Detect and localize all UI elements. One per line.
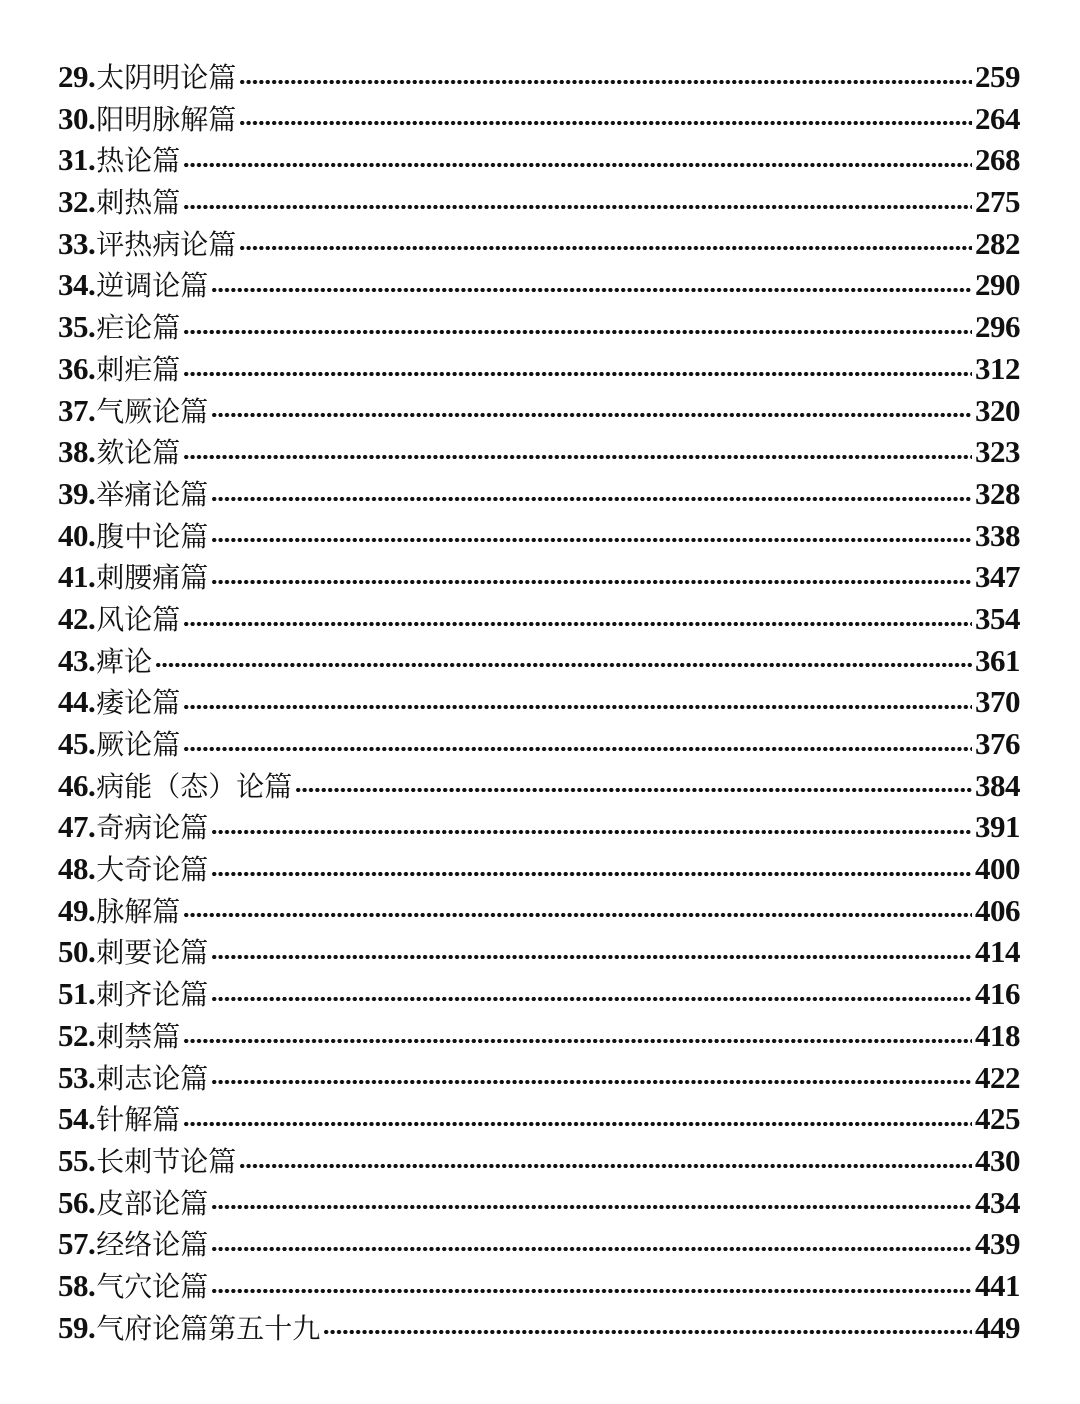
dot-leader <box>239 243 972 253</box>
toc-entry[interactable] <box>58 264 1020 306</box>
entry-title: 病能（态）论篇 <box>96 769 293 803</box>
table-of-contents <box>58 56 1020 1348</box>
toc-entry[interactable] <box>58 1015 1020 1057</box>
entry-title: 针解篇 <box>96 1103 181 1137</box>
dot-leader <box>239 1161 972 1171</box>
toc-entry[interactable] <box>58 348 1020 390</box>
entry-number: 40. <box>58 517 96 553</box>
dot-leader <box>183 744 972 754</box>
dot-leader <box>183 327 972 337</box>
entry-number: 48. <box>58 851 96 887</box>
entry-number: 50. <box>58 934 96 970</box>
entry-title: 皮部论篇 <box>96 1186 209 1220</box>
entry-title: 刺热篇 <box>96 186 181 220</box>
entry-page-number: 370 <box>975 684 1020 720</box>
entry-title: 风论篇 <box>96 602 181 636</box>
toc-entry[interactable] <box>58 765 1020 807</box>
entry-title: 疟论篇 <box>96 311 181 345</box>
dot-leader <box>183 452 972 462</box>
toc-entry[interactable] <box>58 681 1020 723</box>
entry-page-number: 414 <box>975 934 1020 970</box>
entry-page-number: 430 <box>975 1142 1020 1178</box>
toc-entry[interactable] <box>58 1223 1020 1265</box>
entry-number: 30. <box>58 100 96 136</box>
entry-page-number: 338 <box>975 517 1020 553</box>
entry-page-number: 328 <box>975 475 1020 511</box>
entry-page-number: 406 <box>975 892 1020 928</box>
entry-number: 31. <box>58 142 96 178</box>
toc-entry[interactable] <box>58 1098 1020 1140</box>
dot-leader <box>211 827 972 837</box>
entry-page-number: 296 <box>975 309 1020 345</box>
dot-leader <box>211 285 972 295</box>
dot-leader <box>183 369 972 379</box>
entry-page-number: 275 <box>975 184 1020 220</box>
dot-leader <box>211 869 972 879</box>
entry-number: 41. <box>58 559 96 595</box>
entry-number: 39. <box>58 475 96 511</box>
entry-page-number: 264 <box>975 100 1020 136</box>
entry-page-number: 347 <box>975 559 1020 595</box>
toc-entry[interactable] <box>58 390 1020 432</box>
dot-leader <box>183 702 972 712</box>
dot-leader <box>211 494 972 504</box>
toc-entry[interactable] <box>58 56 1020 98</box>
dot-leader <box>183 160 972 170</box>
entry-page-number: 434 <box>975 1184 1020 1220</box>
entry-page-number: 376 <box>975 726 1020 761</box>
entry-number: 32. <box>58 184 96 220</box>
entry-number: 33. <box>58 225 96 261</box>
entry-number: 57. <box>58 1226 96 1262</box>
entry-title: 气厥论篇 <box>96 394 209 428</box>
entry-number: 44. <box>58 684 96 720</box>
toc-entry[interactable] <box>58 431 1020 473</box>
entry-number: 42. <box>58 600 96 636</box>
entry-title: 欬论篇 <box>96 436 181 470</box>
toc-entry[interactable] <box>58 1140 1020 1182</box>
entry-title: 经络论篇 <box>96 1228 209 1262</box>
toc-entry[interactable] <box>58 931 1020 973</box>
toc-entry[interactable] <box>58 640 1020 682</box>
toc-entry[interactable] <box>58 598 1020 640</box>
entry-page-number: 268 <box>975 142 1020 178</box>
entry-number: 54. <box>58 1101 96 1137</box>
dot-leader <box>183 1119 972 1129</box>
toc-entry[interactable] <box>58 973 1020 1015</box>
entry-title: 热论篇 <box>96 144 181 178</box>
entry-number: 37. <box>58 392 96 428</box>
dot-leader <box>211 952 972 962</box>
entry-number: 38. <box>58 434 96 470</box>
dot-leader <box>323 1327 972 1337</box>
entry-title: 奇病论篇 <box>96 811 209 845</box>
entry-page-number: 422 <box>975 1059 1020 1095</box>
dot-leader <box>211 535 972 545</box>
entry-number: 43. <box>58 642 96 678</box>
entry-number: 36. <box>58 350 96 386</box>
entry-number: 58. <box>58 1267 96 1303</box>
toc-entry[interactable] <box>58 1307 1020 1349</box>
entry-title: 刺志论篇 <box>96 1061 209 1095</box>
entry-title: 刺疟篇 <box>96 352 181 386</box>
toc-entry[interactable] <box>58 848 1020 890</box>
entry-page-number: 441 <box>975 1267 1020 1303</box>
entry-title: 太阴明论篇 <box>96 61 237 94</box>
toc-entry[interactable] <box>58 306 1020 348</box>
entry-number: 45. <box>58 726 96 761</box>
entry-number: 53. <box>58 1059 96 1095</box>
dot-leader <box>211 1244 972 1254</box>
entry-title: 刺要论篇 <box>96 936 209 970</box>
entry-page-number: 282 <box>975 225 1020 261</box>
dot-leader <box>211 410 972 420</box>
entry-page-number: 290 <box>975 267 1020 303</box>
entry-page-number: 439 <box>975 1226 1020 1262</box>
dot-leader <box>239 77 972 87</box>
entry-title: 举痛论篇 <box>96 477 209 511</box>
entry-page-number: 425 <box>975 1101 1020 1137</box>
entry-number: 47. <box>58 809 96 845</box>
toc-entry[interactable] <box>58 556 1020 598</box>
toc-entry[interactable] <box>58 98 1020 140</box>
toc-entry[interactable] <box>58 139 1020 181</box>
entry-page-number: 400 <box>975 851 1020 887</box>
dot-leader <box>211 577 972 587</box>
toc-entry[interactable] <box>58 723 1020 765</box>
dot-leader <box>211 1286 972 1296</box>
dot-leader <box>295 785 972 795</box>
entry-number: 35. <box>58 309 96 345</box>
entry-number: 29. <box>58 59 96 94</box>
entry-page-number: 312 <box>975 350 1020 386</box>
entry-number: 46. <box>58 767 96 803</box>
toc-entry[interactable] <box>58 223 1020 265</box>
entry-page-number: 418 <box>975 1017 1020 1053</box>
entry-number: 59. <box>58 1309 96 1345</box>
dot-leader <box>211 1202 972 1212</box>
toc-entry[interactable] <box>58 1057 1020 1099</box>
entry-title: 痿论篇 <box>96 686 181 720</box>
dot-leader <box>183 910 972 920</box>
entry-page-number: 391 <box>975 809 1020 845</box>
entry-number: 56. <box>58 1184 96 1220</box>
entry-page-number: 361 <box>975 642 1020 678</box>
dot-leader <box>183 202 972 212</box>
entry-title: 腹中论篇 <box>96 519 209 553</box>
entry-title: 阳明脉解篇 <box>96 102 237 136</box>
entry-number: 55. <box>58 1142 96 1178</box>
toc-entry[interactable] <box>58 806 1020 848</box>
dot-leader <box>183 619 972 629</box>
entry-title: 气穴论篇 <box>96 1269 209 1303</box>
dot-leader <box>211 1077 972 1087</box>
dot-leader <box>211 994 972 1004</box>
toc-entry[interactable] <box>58 515 1020 557</box>
entry-number: 49. <box>58 892 96 928</box>
entry-page-number: 320 <box>975 392 1020 428</box>
entry-page-number: 384 <box>975 767 1020 803</box>
entry-page-number: 416 <box>975 976 1020 1012</box>
entry-title: 厥论篇 <box>96 728 181 761</box>
entry-title: 痺论 <box>96 644 153 678</box>
entry-title: 长刺节论篇 <box>96 1144 237 1178</box>
entry-page-number: 259 <box>975 59 1020 94</box>
dot-leader <box>183 1036 972 1046</box>
entry-page-number: 449 <box>975 1309 1020 1345</box>
dot-leader <box>239 118 972 128</box>
entry-number: 52. <box>58 1017 96 1053</box>
entry-title: 刺腰痛篇 <box>96 561 209 595</box>
toc-entry[interactable] <box>58 181 1020 223</box>
entry-page-number: 354 <box>975 600 1020 636</box>
entry-title: 大奇论篇 <box>96 853 209 887</box>
toc-entry[interactable] <box>58 473 1020 515</box>
entry-number: 34. <box>58 267 96 303</box>
toc-entry[interactable] <box>58 1182 1020 1224</box>
entry-title: 脉解篇 <box>96 894 181 928</box>
dot-leader <box>155 660 972 670</box>
entry-title: 气府论篇第五十九 <box>96 1311 321 1345</box>
entry-page-number: 323 <box>975 434 1020 470</box>
entry-number: 51. <box>58 976 96 1012</box>
entry-title: 刺禁篇 <box>96 1019 181 1053</box>
entry-title: 刺齐论篇 <box>96 978 209 1012</box>
entry-title: 逆调论篇 <box>96 269 209 303</box>
toc-entry[interactable] <box>58 1265 1020 1307</box>
toc-entry[interactable] <box>58 890 1020 932</box>
entry-title: 评热病论篇 <box>96 227 237 261</box>
